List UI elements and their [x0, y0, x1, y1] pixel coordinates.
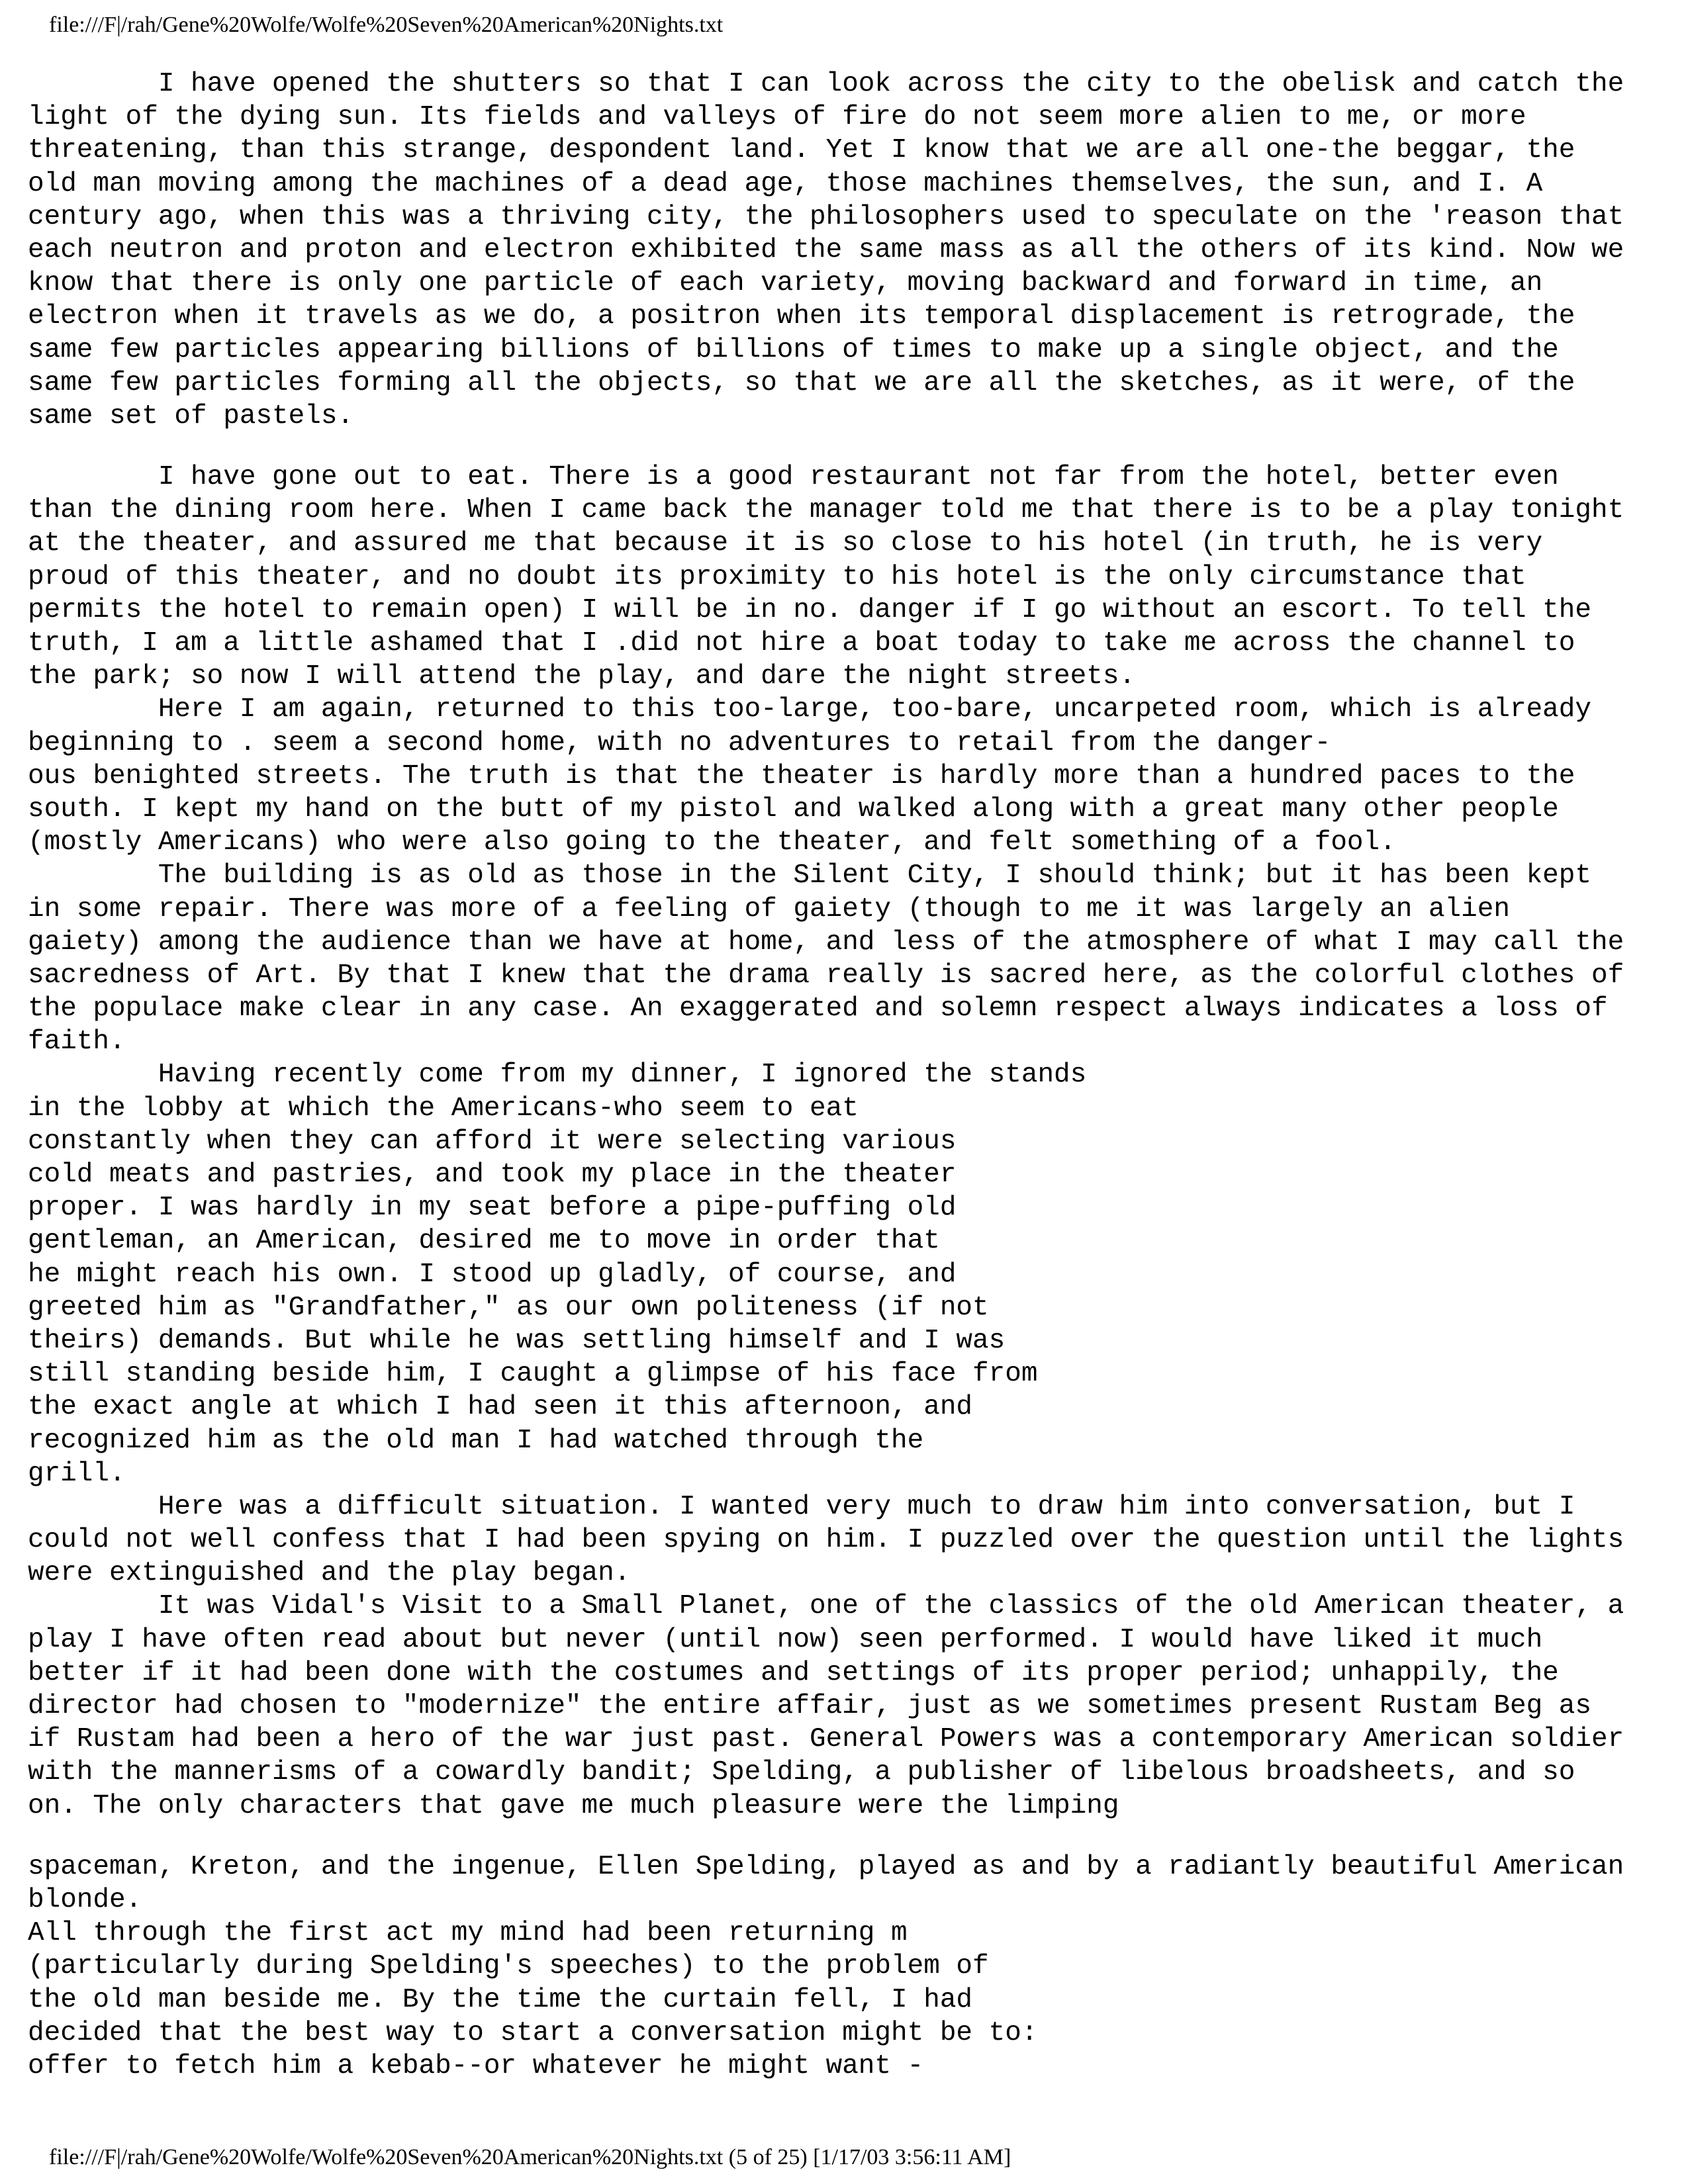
text-line: the old man beside me. By the time the curtain fell, I had [28, 1984, 973, 2015]
text-line: sacredness of Art. By that I knew that the drama really is sacred here, as the colorful clothes of [28, 960, 1624, 991]
text-line: The building is as old as those in the Silent City, I should think; but it has been kept [28, 860, 1591, 891]
text-line: offer to fetch him a kebab--or whatever he might want - [28, 2050, 924, 2081]
text-line: could not well confess that I had been spying on him. I puzzled over the question until the lights [28, 1525, 1624, 1556]
text-line: All through the first act my mind had been returning m [28, 1918, 908, 1949]
text-line: he might reach his own. I stood up gladly, of course, and [28, 1259, 957, 1290]
browser-file-path-header: file:///F|/rah/Gene%20Wolfe/Wolfe%20Seven%20American%20Nights.txt [49, 13, 724, 37]
text-line: were extinguished and the play began. [28, 1558, 631, 1589]
text-line: theirs) demands. But while he was settling himself and I was [28, 1325, 1006, 1356]
text-line: gentleman, an American, desired me to move in order that [28, 1226, 940, 1257]
text-line: proper. I was hardly in my seat before a pipe-puffing old [28, 1193, 957, 1224]
text-line: constantly when they can afford it were selecting various [28, 1126, 957, 1157]
document-body [28, 68, 1669, 2083]
text-line: It was Vidal's Visit to a Small Planet, one of the classics of the old American theater, a [28, 1591, 1624, 1622]
text-line: Here was a difficult situation. I wanted very much to draw him into conversation, but I [28, 1491, 1575, 1522]
paragraph [28, 1850, 1669, 2083]
text-line: I have opened the shutters so that I can look across the city to the obelisk and catch the [28, 69, 1624, 99]
text-line: play I have often read about but never (until now) seen performed. I would have liked it much [28, 1624, 1543, 1655]
text-line: light of the dying sun. Its fields and valleys of fire do not seem more alien to me, or more [28, 102, 1526, 133]
text-line: beginning to . seem a second home, with no adventures to retail from the danger- [28, 727, 1331, 758]
text-line: greeted him as "Grandfather," as our own politeness (if not [28, 1292, 989, 1323]
text-line: than the dining room here. When I came back the manager told me that there is to be a play tonight [28, 495, 1624, 526]
text-line: know that there is only one particle of each variety, moving backward and forward in time, an [28, 268, 1543, 299]
text-line: the populace make clear in any case. An exaggerated and solemn respect always indicates a loss of [28, 993, 1608, 1024]
text-line: with the mannerisms of a cowardly bandit; Spelding, a publisher of libelous broadsheets, and so [28, 1757, 1575, 1788]
text-line: (particularly during Spelding's speeches) to the problem of [28, 1951, 989, 1982]
text-line: south. I kept my hand on the butt of my pistol and walked along with a great many other people [28, 794, 1559, 825]
text-line: recognized him as the old man I had watched through the [28, 1425, 924, 1456]
text-line: director had chosen to "modernize" the entire affair, just as we sometimes present Rustam Beg as [28, 1691, 1591, 1721]
text-line: proud of this theater, and no doubt its proximity to his hotel is the only circumstance that [28, 561, 1526, 592]
text-line: century ago, when this was a thriving city, the philosophers used to speculate on the 'reason that [28, 201, 1624, 232]
text-line: ous benighted streets. The truth is that the theater is hardly more than a hundred paces to the [28, 760, 1575, 792]
text-line: in some repair. There was more of a feeling of gaiety (though to me it was largely an alien [28, 893, 1510, 925]
text-line: cold meats and pastries, and took my place in the theater [28, 1160, 957, 1190]
text-line: the exact angle at which I had seen it this afternoon, and [28, 1392, 973, 1423]
text-line: blonde. [28, 1884, 142, 1915]
text-line: faith. [28, 1026, 126, 1058]
text-line: Having recently come from my dinner, I ignored the stands [28, 1060, 1087, 1091]
text-line: if Rustam had been a hero of the war just past. General Powers was a contemporary American soldier [28, 1724, 1624, 1755]
text-line: I have gone out to eat. There is a good restaurant not far from the hotel, better even [28, 462, 1559, 493]
text-line: (mostly Americans) who were also going to the theater, and felt something of a fool. [28, 827, 1396, 858]
text-line: electron when it travels as we do, a positron when its temporal displacement is retrograde, the [28, 301, 1575, 332]
text-line: gaiety) among the audience than we have at home, and less of the atmosphere of what I may call the [28, 927, 1624, 958]
text-line: truth, I am a little ashamed that I .did not hire a boat today to take me across the channel to [28, 628, 1575, 659]
text-line: at the theater, and assured me that because it is so close to his hotel (in truth, he is very [28, 528, 1543, 559]
text-line: old man moving among the machines of a dead age, those machines themselves, the sun, and I. A [28, 168, 1543, 199]
text-line: same set of pastels. [28, 400, 354, 432]
paragraph [28, 461, 1669, 1823]
text-line: spaceman, Kreton, and the ingenue, Ellen Spelding, played as and by a radiantly beautiful American [28, 1851, 1624, 1882]
text-line: the park; so now I will attend the play, and dare the night streets. [28, 661, 1136, 692]
text-line: each neutron and proton and electron exhibited the same mass as all the others of its kind. Now we [28, 234, 1624, 265]
text-line: on. The only characters that gave me much pleasure were the limping [28, 1790, 1119, 1821]
paragraph [28, 68, 1669, 433]
text-line: in the lobby at which the Americans-who seem to eat [28, 1093, 859, 1124]
page-footer: file:///F|/rah/Gene%20Wolfe/Wolfe%20Seven%20American%20Nights.txt (5 of 25) [1/17/03 3:56:11 AM] [49, 2145, 1011, 2169]
text-line: same few particles appearing billions of billions of times to make up a single object, and the [28, 334, 1559, 365]
text-line: better if it had been done with the costumes and settings of its proper period; unhappily, the [28, 1657, 1559, 1688]
text-line: same few particles forming all the objects, so that we are all the sketches, as it were, of the [28, 367, 1575, 398]
text-line: decided that the best way to start a conversation might be to: [28, 2017, 1038, 2048]
text-line: grill. [28, 1458, 126, 1489]
paragraph-gap [28, 1823, 1669, 1850]
text-line: Here I am again, returned to this too-large, too-bare, uncarpeted room, which is already [28, 694, 1591, 725]
text-line: threatening, than this strange, despondent land. Yet I know that we are all one-the beggar, the [28, 135, 1575, 166]
paragraph-gap [28, 433, 1669, 461]
text-line: still standing beside him, I caught a glimpse of his face from [28, 1359, 1038, 1390]
text-line: permits the hotel to remain open) I will be in no. danger if I go without an escort. To tell the [28, 594, 1591, 625]
